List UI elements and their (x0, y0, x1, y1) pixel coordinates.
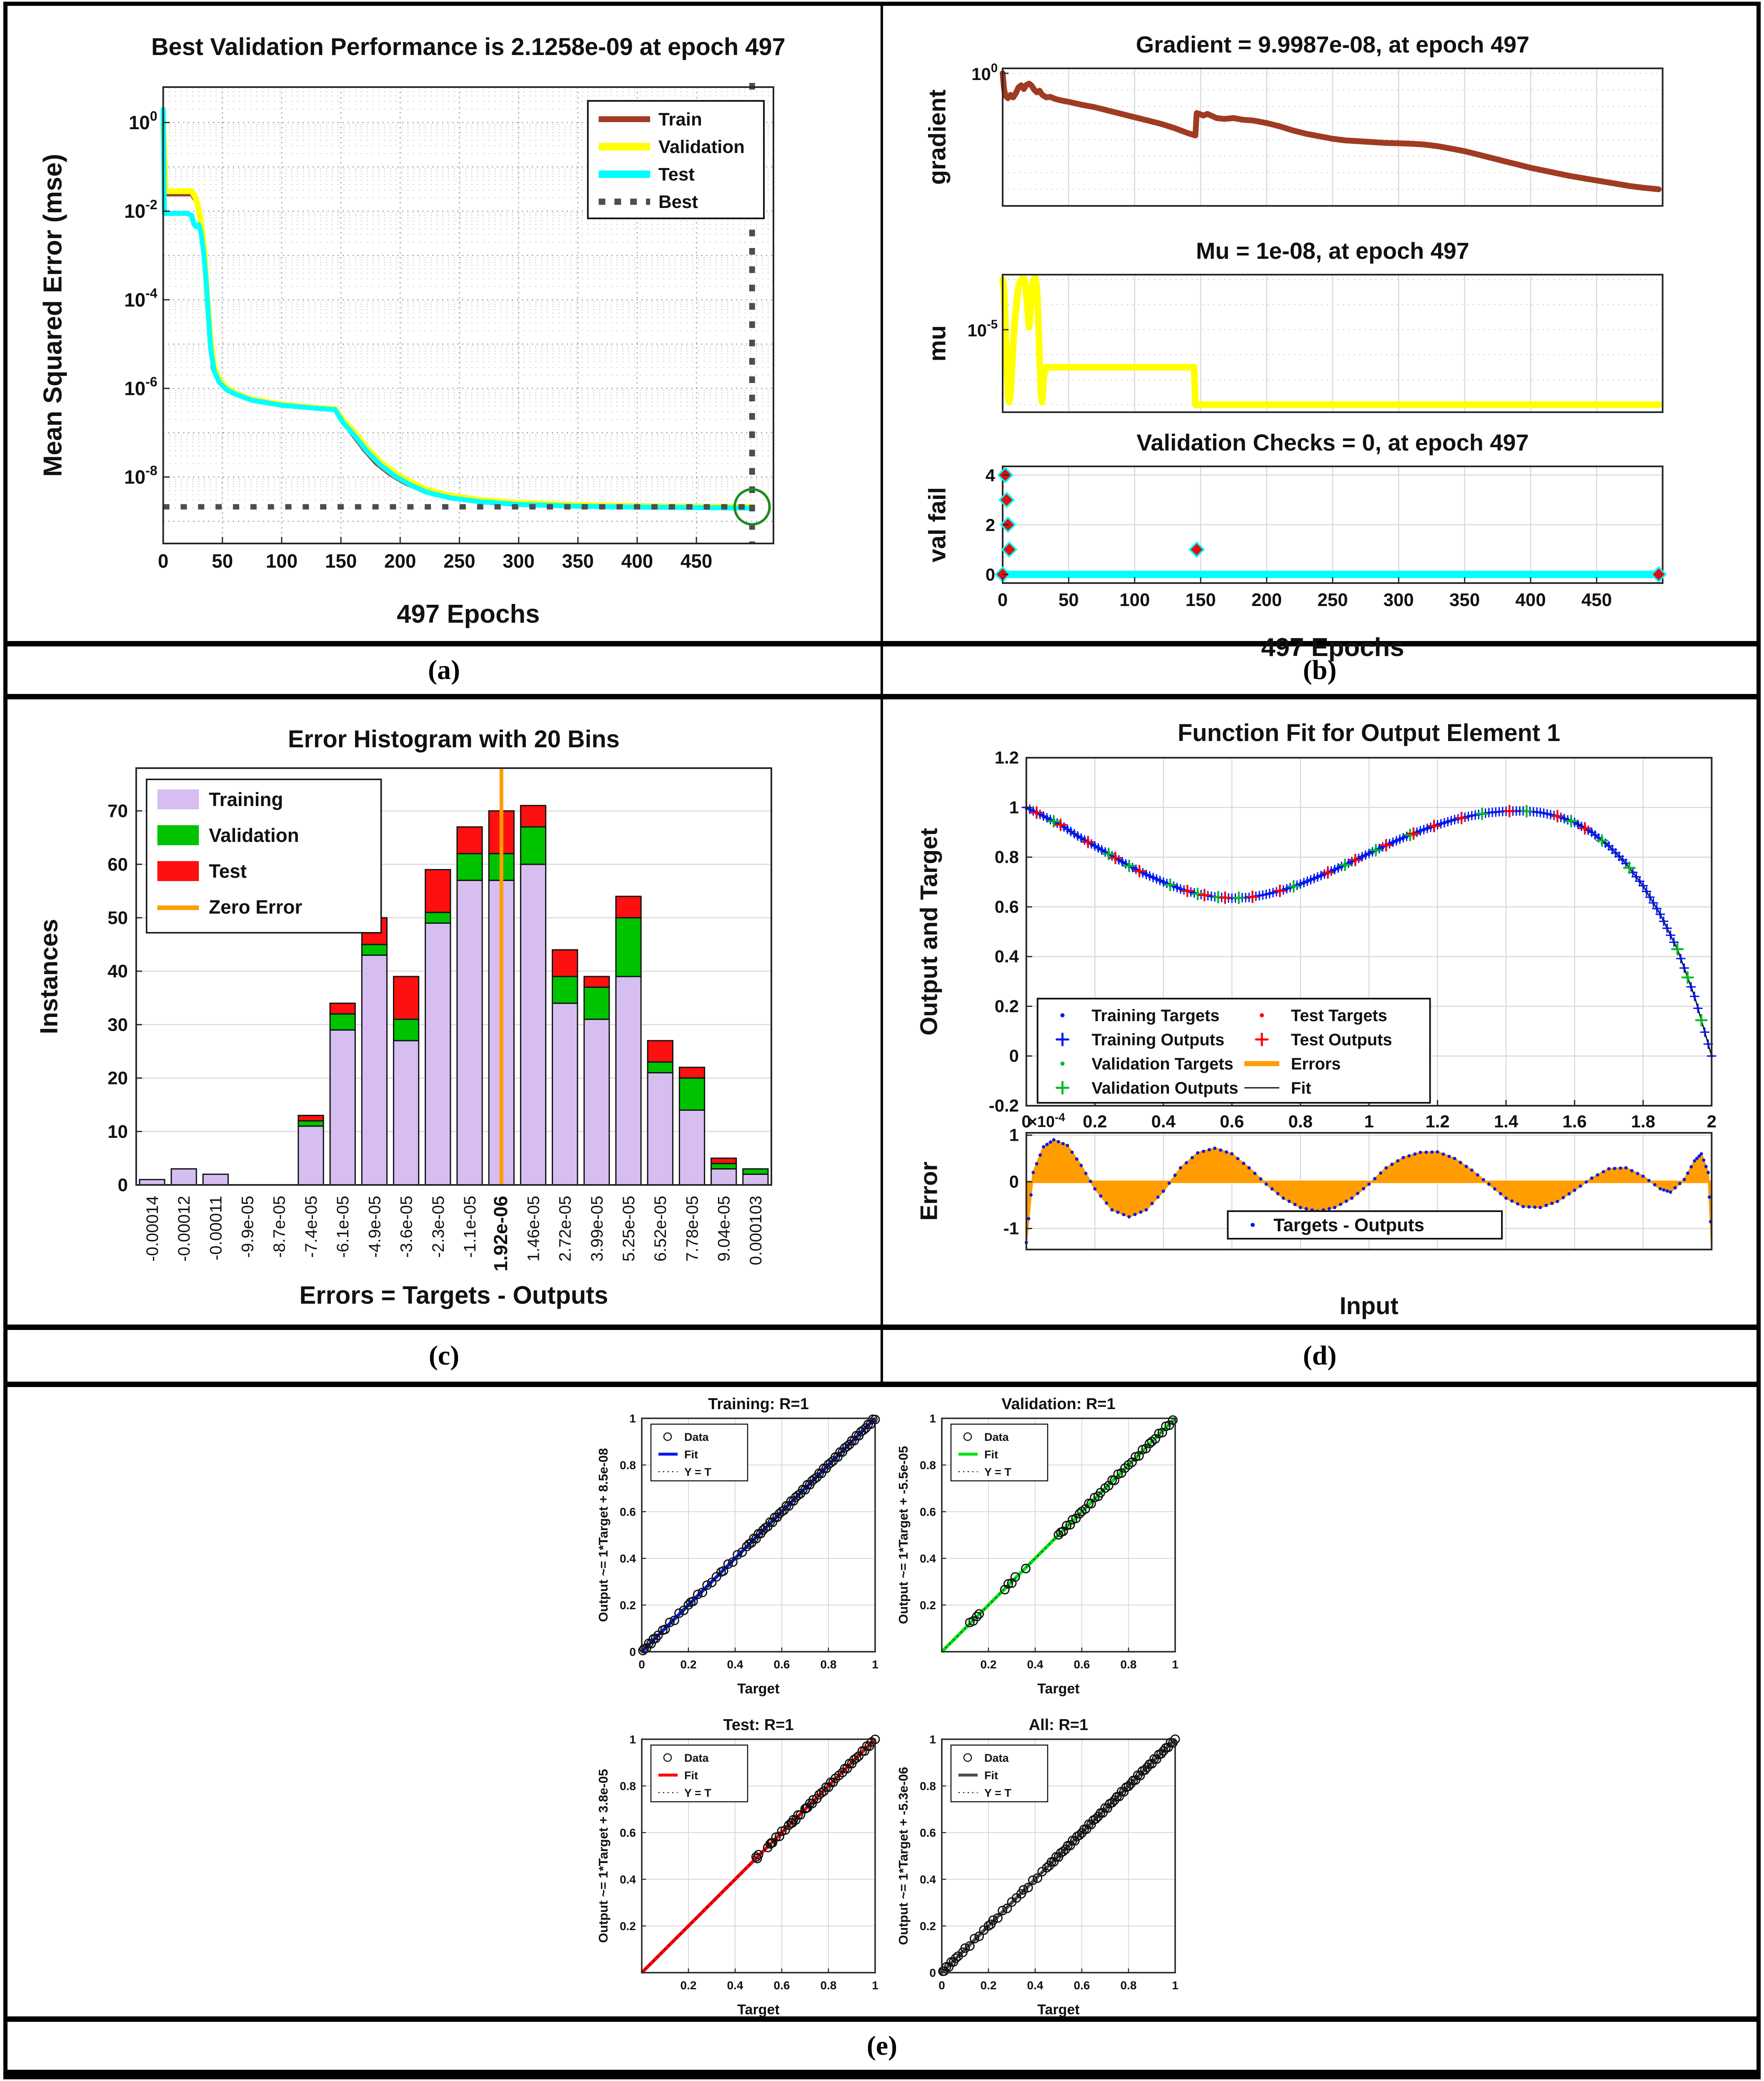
svg-text:Mu = 1e-08, at epoch 497: Mu = 1e-08, at epoch 497 (1196, 237, 1469, 264)
svg-text:0.4: 0.4 (620, 1552, 636, 1565)
svg-text:Validation Checks = 0, at epoc: Validation Checks = 0, at epoch 497 (1136, 429, 1529, 456)
svg-text:Test: Test (658, 164, 695, 185)
svg-text:0.6: 0.6 (920, 1505, 936, 1518)
svg-text:0.4: 0.4 (994, 947, 1019, 967)
svg-text:0.8: 0.8 (994, 847, 1019, 867)
svg-text:1: 1 (1172, 1979, 1179, 1992)
svg-text:10-2: $10^{-2}$ (124, 197, 158, 222)
svg-text:Target: Target (737, 2002, 780, 2018)
svg-text:Training: R=1: Training: R=1 (708, 1395, 809, 1413)
svg-text:Data: Data (984, 1752, 1009, 1764)
svg-text:Fit: Fit (984, 1448, 998, 1461)
svg-text:0.6: 0.6 (1073, 1658, 1090, 1671)
svg-text:Y = T: Y = T (984, 1466, 1011, 1478)
svg-text:Instances: Instances (35, 919, 63, 1034)
svg-text:350: 350 (1449, 589, 1480, 611)
svg-text:0: 0 (929, 1966, 936, 1979)
svg-text:250: 250 (443, 550, 475, 572)
svg-text:val fail: val fail (924, 487, 951, 563)
svg-text:40: 40 (108, 961, 128, 982)
svg-text:0.2: 0.2 (680, 1658, 697, 1671)
svg-text:mu: mu (924, 325, 951, 362)
svg-text:0.6: 0.6 (773, 1658, 790, 1671)
svg-text:0.2: 0.2 (620, 1599, 636, 1612)
regression-charts (8, 1387, 1756, 2016)
svg-text:×10-4: $\times 10^{-4}$ (1028, 1110, 1065, 1131)
svg-text:0: 0 (118, 1174, 128, 1196)
function-fit-chart (883, 699, 1756, 1325)
svg-text:0: 0 (158, 550, 169, 572)
svg-text:1: 1 (872, 1658, 878, 1671)
svg-text:70: 70 (108, 801, 128, 821)
svg-text:Target: Target (1037, 1681, 1080, 1697)
svg-text:1.2: 1.2 (1425, 1111, 1450, 1132)
svg-text:0: 0 (985, 565, 996, 585)
svg-text:0.8: 0.8 (1288, 1111, 1313, 1132)
svg-text:10-8: $10^{-8}$ (124, 463, 158, 488)
svg-text:100: $10^0$ (128, 108, 158, 134)
svg-text:5.25e-05: 5.25e-05 (620, 1196, 638, 1262)
svg-text:1: 1 (1172, 1658, 1179, 1671)
svg-text:Training Targets: Training Targets (1091, 1006, 1220, 1025)
svg-text:0.6: 0.6 (994, 897, 1019, 917)
svg-text:3.99e-05: 3.99e-05 (588, 1196, 606, 1262)
svg-text:450: 450 (680, 550, 713, 572)
svg-text:Test Targets: Test Targets (1291, 1006, 1387, 1025)
svg-text:Test: Test (209, 860, 247, 882)
svg-text:0.2: 0.2 (994, 996, 1019, 1016)
svg-text:-1: -1 (1003, 1218, 1019, 1238)
svg-text:0.8: 0.8 (920, 1459, 936, 1472)
svg-text:Function Fit for Output Elemen: Function Fit for Output Element 1 (1177, 719, 1561, 747)
svg-text:30: 30 (108, 1014, 128, 1035)
svg-text:50: 50 (108, 907, 128, 928)
panel-e-regression (8, 1387, 1756, 2016)
svg-text:10: 10 (108, 1121, 128, 1142)
svg-text:100: 100 (1119, 589, 1150, 611)
svg-text:0.2: 0.2 (1083, 1111, 1107, 1132)
svg-text:10-4: $10^{-4}$ (124, 285, 158, 311)
svg-text:0.4: 0.4 (1027, 1658, 1043, 1671)
svg-text:-0.00011: -0.00011 (207, 1196, 225, 1260)
svg-text:0.8: 0.8 (820, 1979, 837, 1992)
svg-text:0.8: 0.8 (920, 1780, 936, 1793)
svg-text:0: 0 (629, 1645, 636, 1658)
svg-text:0.4: 0.4 (1027, 1979, 1043, 1992)
caption-c-label: (c) (428, 1340, 460, 1371)
svg-text:0.8: 0.8 (620, 1459, 636, 1472)
svg-text:Errors = Targets - Outputs: Errors = Targets - Outputs (299, 1281, 608, 1310)
svg-text:Errors: Errors (1291, 1054, 1341, 1074)
svg-text:-9.9e-05: -9.9e-05 (238, 1196, 257, 1258)
svg-text:0: 0 (1021, 1111, 1031, 1132)
svg-text:497 Epochs: 497 Epochs (397, 599, 540, 629)
svg-text:0.4: 0.4 (727, 1979, 743, 1992)
svg-text:Error: Error (916, 1162, 943, 1221)
svg-text:Fit: Fit (984, 1769, 998, 1782)
svg-text:Target: Target (737, 1681, 780, 1697)
svg-text:400: 400 (1515, 589, 1546, 611)
svg-text:-6.1e-05: -6.1e-05 (334, 1196, 353, 1258)
svg-text:0: 0 (638, 1658, 645, 1671)
svg-text:-0.00014: -0.00014 (143, 1196, 162, 1262)
svg-text:100: 100 (265, 550, 298, 572)
performance-chart (8, 6, 881, 641)
svg-text:300: 300 (503, 550, 535, 572)
svg-text:Validation Targets: Validation Targets (1091, 1054, 1234, 1074)
svg-text:0.2: 0.2 (980, 1658, 997, 1671)
svg-text:0.8: 0.8 (1120, 1979, 1137, 1992)
svg-text:-1.1e-05: -1.1e-05 (461, 1196, 479, 1258)
svg-text:0: 0 (997, 589, 1008, 611)
svg-text:Data: Data (684, 1431, 709, 1443)
panel-c-histogram (8, 699, 881, 1325)
svg-text:497 Epochs: 497 Epochs (1261, 633, 1404, 662)
caption-c (8, 1325, 881, 1387)
svg-text:0: 0 (1009, 1172, 1019, 1192)
figure-table (3, 2, 1761, 2079)
svg-text:Training Outputs: Training Outputs (1091, 1030, 1225, 1049)
svg-text:250: 250 (1317, 589, 1348, 611)
svg-text:100: $10^0$ (971, 61, 998, 84)
svg-text:Fit: Fit (684, 1448, 698, 1461)
svg-text:60: 60 (108, 854, 128, 875)
svg-text:Test Outputs: Test Outputs (1291, 1030, 1392, 1049)
svg-text:0.8: 0.8 (820, 1658, 837, 1671)
svg-text:Validation: Validation (209, 824, 299, 846)
svg-text:0.8: 0.8 (1120, 1658, 1137, 1671)
svg-text:400: 400 (621, 550, 653, 572)
svg-text:1.46e-05: 1.46e-05 (524, 1196, 543, 1262)
svg-text:Y = T: Y = T (984, 1787, 1011, 1799)
svg-text:Targets - Outputs: Targets - Outputs (1273, 1215, 1424, 1236)
svg-text:-0.2: -0.2 (988, 1095, 1019, 1116)
svg-text:0.2: 0.2 (680, 1979, 697, 1992)
svg-text:1: 1 (872, 1979, 878, 1992)
svg-text:1.8: 1.8 (1631, 1111, 1656, 1132)
svg-text:-8.7e-05: -8.7e-05 (270, 1196, 289, 1258)
svg-text:1: 1 (1009, 1125, 1019, 1145)
svg-text:0.4: 0.4 (920, 1552, 936, 1565)
panel-d-funcfit (883, 699, 1756, 1325)
svg-text:1: 1 (1364, 1111, 1374, 1132)
svg-text:1.6: 1.6 (1562, 1111, 1587, 1132)
svg-text:1: 1 (929, 1412, 936, 1425)
svg-text:-0.00012: -0.00012 (175, 1196, 194, 1262)
svg-text:10-6: $10^{-6}$ (124, 374, 158, 399)
caption-a-label: (a) (428, 655, 460, 685)
svg-text:0.2: 0.2 (620, 1920, 636, 1933)
caption-e (8, 2016, 1756, 2075)
svg-text:1.92e-06: 1.92e-06 (490, 1196, 512, 1272)
svg-text:350: 350 (562, 550, 594, 572)
svg-text:0.4: 0.4 (920, 1873, 936, 1886)
svg-text:50: 50 (1058, 589, 1079, 611)
svg-text:150: 150 (325, 550, 357, 572)
svg-text:Mean Squared Error (mse): Mean Squared Error (mse) (38, 153, 68, 477)
svg-text:0.4: 0.4 (620, 1873, 636, 1886)
caption-b-label: (b) (1303, 655, 1337, 685)
svg-text:1: 1 (1009, 797, 1019, 817)
svg-text:Test: R=1: Test: R=1 (723, 1716, 794, 1734)
svg-text:All: R=1: All: R=1 (1028, 1716, 1088, 1734)
svg-text:Y = T: Y = T (684, 1466, 711, 1478)
caption-a (8, 641, 881, 699)
svg-text:Error Histogram with 20 Bins: Error Histogram with 20 Bins (288, 726, 620, 753)
svg-text:Gradient = 9.9987e-08, at epoc: Gradient = 9.9987e-08, at epoch 497 (1136, 31, 1530, 58)
svg-text:150: 150 (1185, 589, 1216, 611)
svg-text:20: 20 (108, 1068, 128, 1089)
svg-text:Output ~= 1*Target + 8.5e-08: Output ~= 1*Target + 8.5e-08 (596, 1448, 611, 1622)
svg-text:50: 50 (212, 550, 233, 572)
svg-text:0.6: 0.6 (920, 1826, 936, 1839)
svg-text:1: 1 (929, 1733, 936, 1746)
svg-text:0.4: 0.4 (727, 1658, 743, 1671)
svg-text:0.2: 0.2 (920, 1920, 936, 1933)
svg-text:200: 200 (1251, 589, 1282, 611)
svg-text:Data: Data (984, 1431, 1009, 1443)
svg-text:Best Validation Performance is: Best Validation Performance is 2.1258e-09 at epoch 497 (151, 33, 786, 61)
svg-text:gradient: gradient (924, 89, 951, 185)
svg-text:450: 450 (1581, 589, 1612, 611)
svg-text:4: 4 (985, 465, 996, 485)
svg-text:1.2: 1.2 (994, 747, 1019, 768)
svg-text:2: 2 (1706, 1111, 1717, 1132)
svg-text:0.4: 0.4 (1151, 1111, 1176, 1132)
svg-text:-3.6e-05: -3.6e-05 (397, 1196, 416, 1258)
svg-text:Target: Target (1037, 2002, 1080, 2018)
svg-text:9.04e-05: 9.04e-05 (715, 1196, 733, 1262)
svg-text:1: 1 (629, 1733, 636, 1746)
svg-text:-4.9e-05: -4.9e-05 (365, 1196, 384, 1258)
svg-text:7.78e-05: 7.78e-05 (683, 1196, 702, 1262)
svg-text:-7.4e-05: -7.4e-05 (302, 1196, 320, 1258)
svg-text:200: 200 (384, 550, 416, 572)
svg-text:0.6: 0.6 (620, 1505, 636, 1518)
svg-text:0: 0 (938, 1979, 945, 1992)
svg-text:Y = T: Y = T (684, 1787, 711, 1799)
trainstate-chart (883, 6, 1756, 662)
svg-text:Data: Data (684, 1752, 709, 1764)
caption-d (883, 1325, 1756, 1387)
caption-e-label: (e) (866, 2030, 898, 2061)
svg-text:Fit: Fit (1291, 1079, 1311, 1098)
svg-text:Output ~= 1*Target + -5.5e-05: Output ~= 1*Target + -5.5e-05 (896, 1446, 911, 1624)
svg-text:Validation: R=1: Validation: R=1 (1001, 1395, 1116, 1413)
svg-text:Output ~= 1*Target + 3.8e-05: Output ~= 1*Target + 3.8e-05 (596, 1769, 611, 1943)
svg-text:Best: Best (658, 191, 698, 213)
svg-text:0.2: 0.2 (920, 1599, 936, 1612)
svg-text:2: 2 (985, 515, 996, 535)
svg-text:Validation Outputs: Validation Outputs (1091, 1079, 1239, 1098)
svg-text:0.6: 0.6 (620, 1826, 636, 1839)
error-histogram-chart (8, 699, 881, 1325)
panel-b-trainstate (883, 6, 1756, 662)
svg-text:0.000103: 0.000103 (746, 1196, 765, 1265)
svg-text:6.52e-05: 6.52e-05 (651, 1196, 670, 1262)
caption-d-label: (d) (1303, 1340, 1337, 1371)
svg-text:0.2: 0.2 (980, 1979, 997, 1992)
svg-text:0: 0 (1009, 1046, 1019, 1066)
svg-text:2.72e-05: 2.72e-05 (556, 1196, 575, 1262)
svg-text:Output and Target: Output and Target (916, 828, 943, 1036)
svg-text:0.6: 0.6 (1073, 1979, 1090, 1992)
svg-text:Train: Train (658, 109, 702, 130)
svg-text:300: 300 (1383, 589, 1414, 611)
svg-text:Output ~= 1*Target + -5.3e-06: Output ~= 1*Target + -5.3e-06 (896, 1767, 911, 1945)
svg-text:Input: Input (1339, 1292, 1399, 1320)
svg-text:Validation: Validation (658, 136, 745, 158)
svg-text:0.6: 0.6 (773, 1979, 790, 1992)
svg-text:10-5: $10^{-5}$ (967, 318, 998, 341)
svg-text:Zero Error: Zero Error (209, 896, 303, 918)
svg-text:Training: Training (209, 788, 283, 811)
svg-text:Fit: Fit (684, 1769, 698, 1782)
svg-text:0.6: 0.6 (1220, 1111, 1244, 1132)
panel-a-performance (8, 6, 881, 641)
svg-text:0.8: 0.8 (620, 1780, 636, 1793)
svg-text:1: 1 (629, 1412, 636, 1425)
svg-text:-2.3e-05: -2.3e-05 (429, 1196, 448, 1258)
svg-text:1.4: 1.4 (1494, 1111, 1519, 1132)
